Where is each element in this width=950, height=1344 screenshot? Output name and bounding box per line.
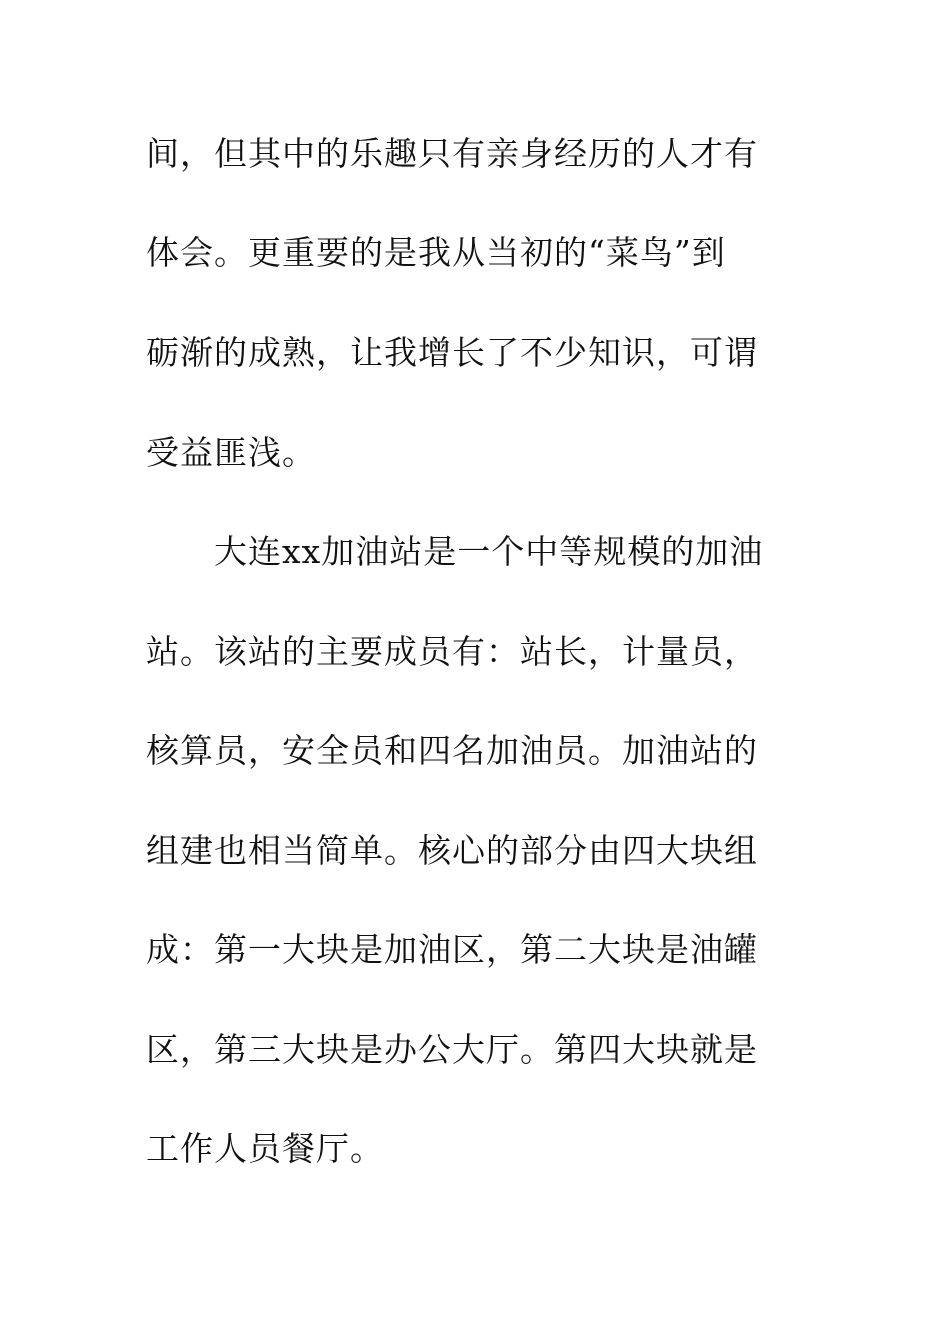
paragraph-2-line-2: 站。该站的主要成员有：站长，计量员， [146,632,758,671]
paragraph-2-line-6: 区，第三大块是办公大厅。第四大块就是 [146,1030,758,1069]
paragraph-1-line-2: 体会。更重要的是我从当初的“菜鸟”到 [146,233,726,272]
paragraph-2-line-3: 核算员，安全员和四名加油员。加油站的 [146,731,758,770]
paragraph-2-line-7: 工作人员餐厅。 [146,1129,384,1168]
paragraph-2-line-1: 大连xx加油站是一个中等规模的加油 [214,532,764,571]
paragraph-1-line-1: 间，但其中的乐趣只有亲身经历的人才有 [146,134,758,173]
paragraph-1-line-4: 受益匪浅。 [146,433,316,472]
paragraph-2-line-4: 组建也相当简单。核心的部分由四大块组 [146,831,758,870]
paragraph-1-line-3: 砺渐的成熟，让我增长了不少知识，可谓 [146,333,758,372]
paragraph-2-line-5: 成：第一大块是加油区，第二大块是油罐 [146,930,758,969]
